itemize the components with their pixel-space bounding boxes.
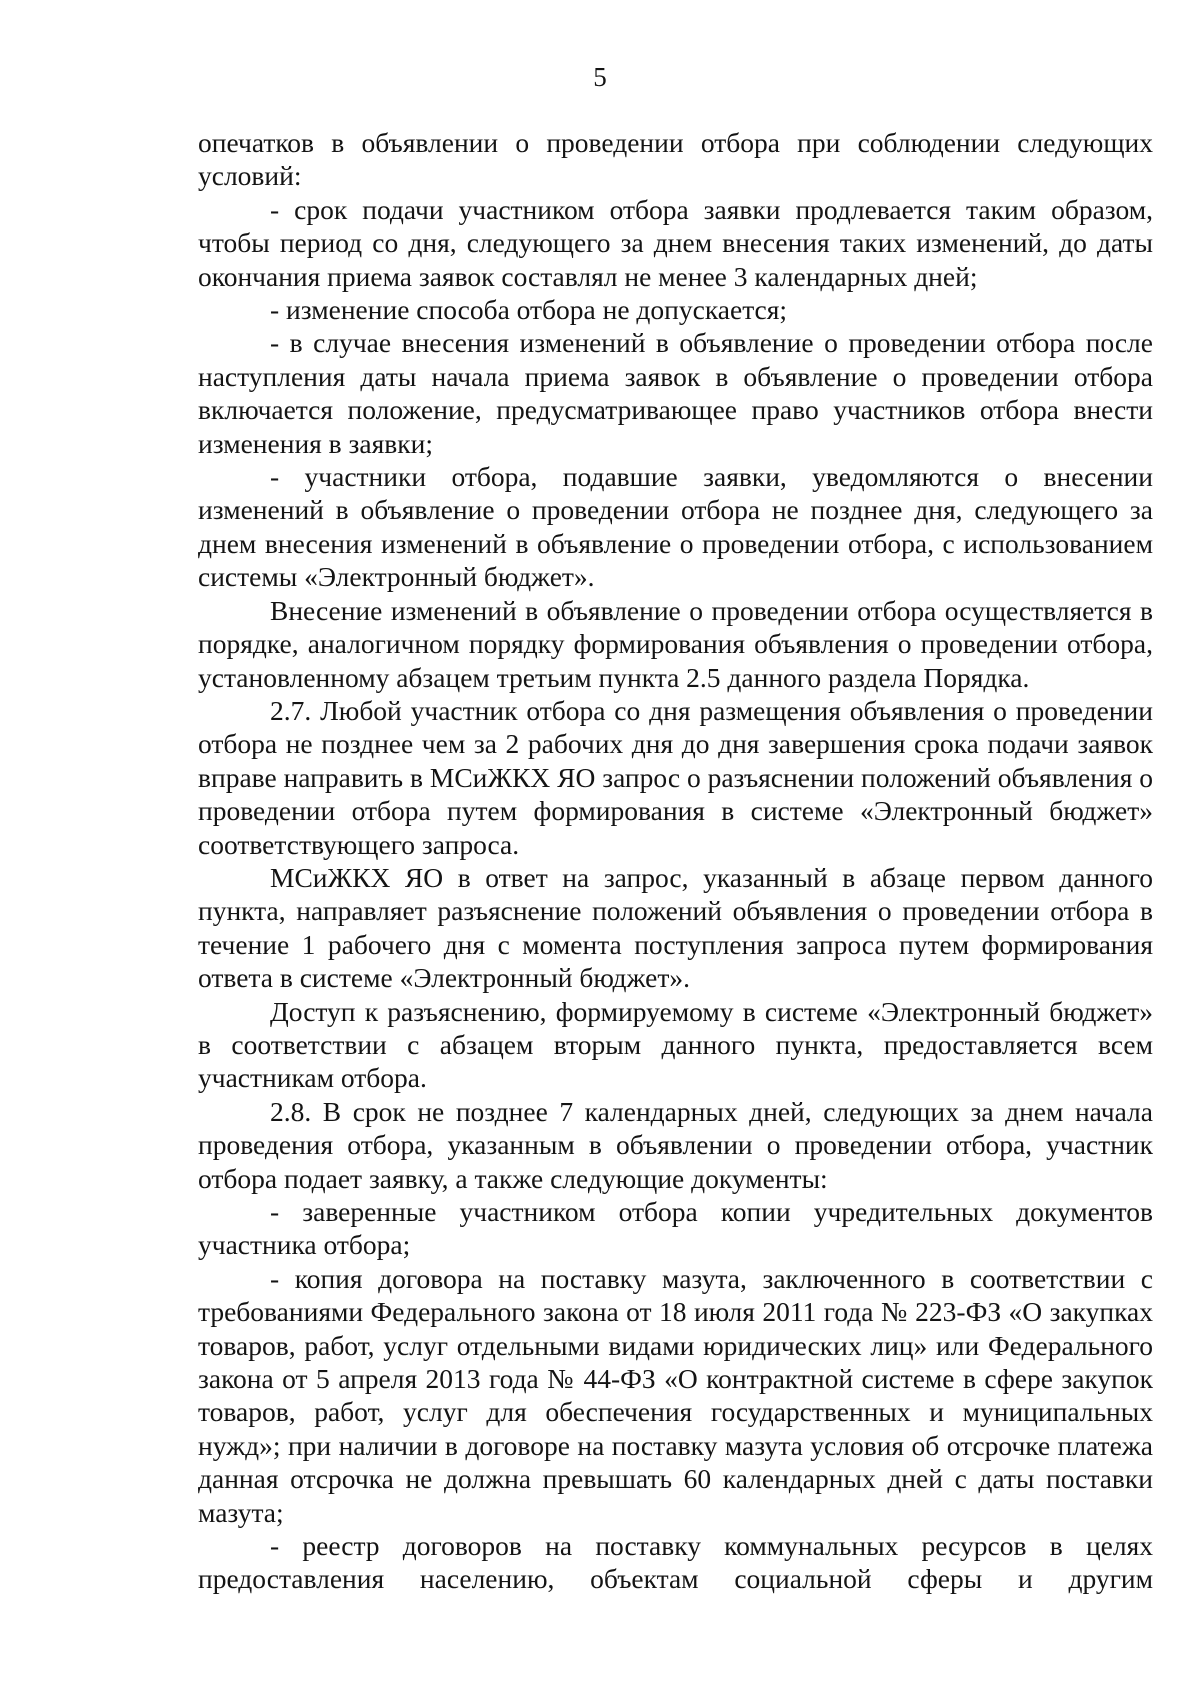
paragraph-item-deadline-extension: - срок подачи участником отбора заявки продлевается таким образом, чтобы период со дня, следующего за днем внесения таких изменений, до даты окончания приема заявок составлял не менее 3 календарных дней; xyxy=(198,193,1153,292)
paragraph-clarification-access: Доступ к разъяснению, формируемому в системе «Электронный бюджет» в соответствии с абзацем вторым данного пункта, предоставляется всем участникам отбора. xyxy=(198,995,1153,1094)
paragraph-item-method-change: - изменение способа отбора не допускается; xyxy=(270,294,788,326)
paragraph-continuation: опечатков в объявлении о проведении отбора при соблюдении следующих условий: xyxy=(198,127,1153,192)
paragraph-item-application-changes: - в случае внесения изменений в объявление о проведении отбора после наступления даты начала приема заявок в объявление о проведении отбора включается положение, предусматривающее право участников отбора внести изменения в заявки; xyxy=(198,327,1153,459)
page-number: 5 xyxy=(593,62,607,92)
paragraph-section-2-8: 2.8. В срок не позднее 7 календарных дней, следующих за днем начала проведения отбора, указанным в объявлении о проведении отбора, участник отбора подает заявку, а также следующие документы: xyxy=(198,1095,1153,1194)
paragraph-item-contract-copy: - копия договора на поставку мазута, заключенного в соответствии с требованиями Федерального закона от 18 июля 2011 года № 223-ФЗ «О закупках товаров, работ, услуг отдельными видами юридических лиц» или Федерального закона от 5 апреля 2013 года № 44-ФЗ «О контрактной системе в сфере закупок товаров, работ, услуг для обеспечения государственных и муниципальных нужд»; при наличии в договоре на поставку мазута условия об отсрочке платежа данная отсрочка не должна превышать 60 календарных дней с даты поставки мазута; xyxy=(198,1262,1153,1528)
paragraph-amendment-procedure: Внесение изменений в объявление о проведении отбора осуществляется в порядке, аналогичном порядку формирования объявления о проведении отбора, установленному абзацем третьим пункта 2.5 данного раздела Порядка. xyxy=(198,594,1153,693)
paragraph-clarification-response: МСиЖКХ ЯО в ответ на запрос, указанный в абзаце первом данного пункта, направляет разъяснение положений объявления о проведении отбора в течение 1 рабочего дня с момента поступления запроса путем формирования ответа в системе «Электронный бюджет». xyxy=(198,861,1153,994)
paragraph-item-founding-documents: - заверенные участником отбора копии учредительных документов участника отбора; xyxy=(198,1196,1153,1261)
paragraph-item-contract-register: - реестр договоров на поставку коммунальных ресурсов в целях предоставления населению, объектам социальной сферы и другим xyxy=(198,1530,1153,1595)
document-body xyxy=(198,126,1153,1596)
paragraph-item-notification: - участники отбора, подавшие заявки, уведомляются о внесении изменений в объявление о проведении отбора не позднее дня, следующего за днем внесения изменений в объявление о проведении отбора, с использованием системы «Электронный бюджет». xyxy=(198,461,1153,593)
paragraph-section-2-7: 2.7. Любой участник отбора со дня размещения объявления о проведении отбора не позднее чем за 2 рабочих дня до дня завершения срока подачи заявок вправе направить в МСиЖКХ ЯО запрос о разъяснении положений объявления о проведении отбора путем формирования в системе «Электронный бюджет» соответствующего запроса. xyxy=(198,694,1153,860)
